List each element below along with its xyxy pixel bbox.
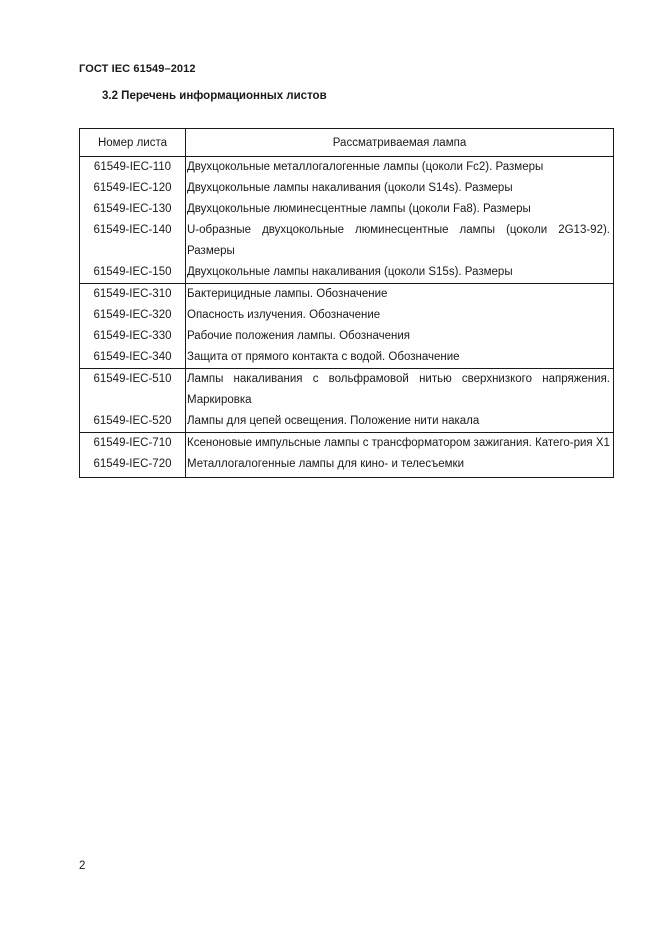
- lamp-description: Двухцокольные лампы накаливания (цоколи S14s). Размеры: [186, 178, 614, 199]
- lamp-description: Металлогалогенные лампы для кино- и телесъемки: [186, 454, 614, 478]
- table-row: [80, 433, 614, 455]
- table-row: [80, 411, 614, 433]
- sheet-number: 61549-IEC-330: [80, 326, 186, 347]
- table-row: [80, 262, 614, 284]
- lamp-description: Рабочие положения лампы. Обозначения: [186, 326, 614, 347]
- lamp-description: U-образные двухцокольные люминесцентные лампы (цоколи 2G13-92). Размеры: [186, 220, 614, 262]
- table-row: [80, 284, 614, 306]
- sheet-number: 61549-IEC-340: [80, 347, 186, 369]
- lamp-description: Лампы накаливания с вольфрамовой нитью сверхнизкого напряжения. Маркировка: [186, 369, 614, 412]
- lamp-description: Защита от прямого контакта с водой. Обозначение: [186, 347, 614, 369]
- lamp-description: Двухцокольные металлогалогенные лампы (цоколи Fc2). Размеры: [186, 157, 614, 179]
- sheet-number: 61549-IEC-310: [80, 284, 186, 306]
- table-row: [80, 199, 614, 220]
- table-row: [80, 326, 614, 347]
- sheet-number: 61549-IEC-130: [80, 199, 186, 220]
- table-body: [80, 157, 614, 478]
- sheet-number: 61549-IEC-120: [80, 178, 186, 199]
- table-row: [80, 347, 614, 369]
- section-title: 3.2 Перечень информационных листов: [102, 90, 327, 102]
- lamp-description: Лампы для цепей освещения. Положение нити накала: [186, 411, 614, 433]
- page-number: 2: [79, 860, 86, 872]
- sheet-number: 61549-IEC-140: [80, 220, 186, 262]
- lamp-description: Двухцокольные люминесцентные лампы (цоколи Fa8). Размеры: [186, 199, 614, 220]
- document-header: ГОСТ IEC 61549–2012: [79, 63, 196, 75]
- sheet-number: 61549-IEC-150: [80, 262, 186, 284]
- table-row: [80, 305, 614, 326]
- lamp-description: Бактерицидные лампы. Обозначение: [186, 284, 614, 306]
- table-row: [80, 157, 614, 179]
- lamp-description: Ксеноновые импульсные лампы с трансформатором зажигания. Катего-рия X1: [186, 433, 614, 455]
- sheet-number: 61549-IEC-710: [80, 433, 186, 455]
- lamp-description: Опасность излучения. Обозначение: [186, 305, 614, 326]
- sheet-number: 61549-IEC-320: [80, 305, 186, 326]
- table-row: [80, 369, 614, 412]
- sheet-number: 61549-IEC-110: [80, 157, 186, 179]
- table-row: [80, 220, 614, 262]
- column-header-lamp: Рассматриваемая лампа: [186, 129, 614, 157]
- table-row: [80, 178, 614, 199]
- lamp-description: Двухцокольные лампы накаливания (цоколи S15s). Размеры: [186, 262, 614, 284]
- table-header-row: [80, 129, 614, 157]
- column-header-sheet-number: Номер листа: [80, 129, 186, 157]
- table-row: [80, 454, 614, 478]
- sheet-number: 61549-IEC-520: [80, 411, 186, 433]
- sheet-number: 61549-IEC-720: [80, 454, 186, 478]
- information-sheets-table: [79, 128, 614, 478]
- sheet-number: 61549-IEC-510: [80, 369, 186, 412]
